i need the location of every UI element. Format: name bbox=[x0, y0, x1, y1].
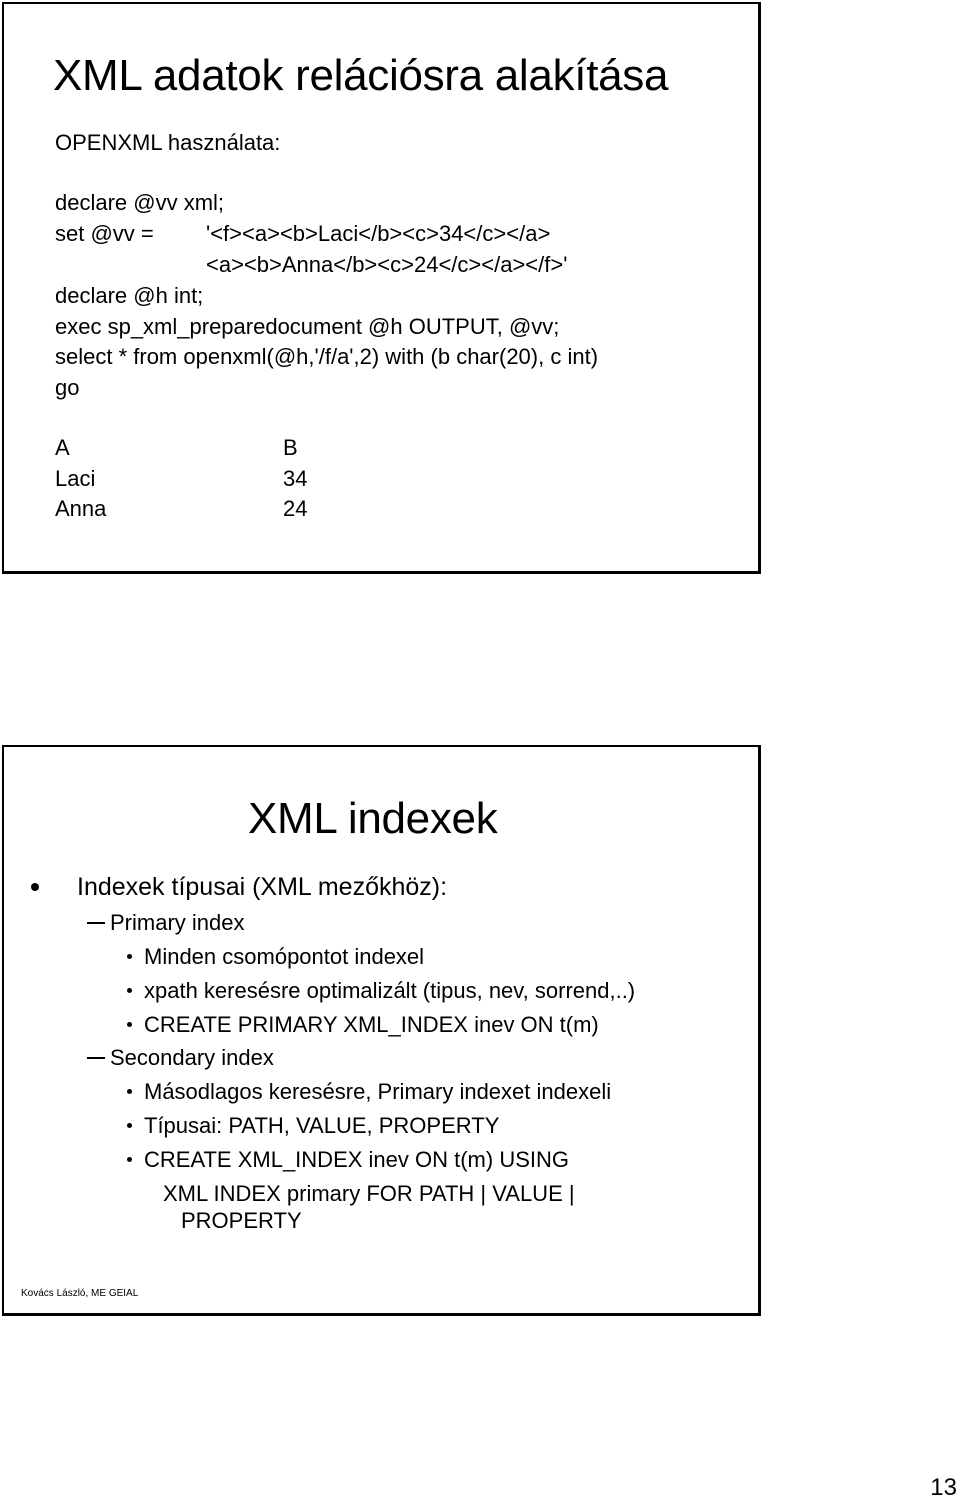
slide-2 bbox=[2, 745, 761, 1316]
result-row-2-b: 24 bbox=[283, 496, 308, 521]
secondary-item-1: Másodlagos keresésre, Primary indexet indexeli bbox=[144, 1079, 612, 1104]
primary-item-2: xpath keresésre optimalizált (tipus, nev, sorrend,..) bbox=[144, 978, 636, 1003]
result-row-1-a: Laci bbox=[55, 466, 96, 491]
page-number: 13 bbox=[930, 1474, 957, 1501]
code-line-4: declare @h int; bbox=[55, 283, 204, 308]
secondary-index-label: Secondary index bbox=[110, 1045, 274, 1070]
dash-primary bbox=[87, 922, 105, 924]
result-header-b: B bbox=[283, 435, 298, 460]
code-line-6: select * from openxml(@h,'/f/a',2) with (b char(20), c int) bbox=[55, 344, 599, 369]
sub-bullet-dot bbox=[127, 988, 132, 993]
sub-bullet-dot bbox=[127, 1089, 132, 1094]
sub-bullet-dot bbox=[127, 954, 132, 959]
code-line-7: go bbox=[55, 375, 80, 400]
code-line-5: exec sp_xml_preparedocument @h OUTPUT, @vv; bbox=[55, 314, 560, 339]
primary-item-1: Minden csomópontot indexel bbox=[144, 944, 425, 969]
code-line-2-value: '<f><a><b>Laci</b><c>34</c></a> bbox=[206, 221, 551, 246]
slide-2-title: XML indexek bbox=[248, 794, 498, 843]
bullet-index-types: Indexek típusai (XML mezőkhöz): bbox=[77, 873, 448, 901]
sub-bullet-dot bbox=[127, 1123, 132, 1128]
secondary-item-3-continuation-2: PROPERTY bbox=[181, 1208, 302, 1233]
result-header-a: A bbox=[55, 435, 70, 460]
dash-secondary bbox=[87, 1057, 105, 1059]
result-row-2-a: Anna bbox=[55, 496, 107, 521]
code-line-1: declare @vv xml; bbox=[55, 190, 225, 215]
slide-footer: Kovács László, ME GEIAL bbox=[21, 1288, 139, 1299]
secondary-item-2: Típusai: PATH, VALUE, PROPERTY bbox=[144, 1113, 500, 1138]
result-row-1-b: 34 bbox=[283, 466, 308, 491]
code-line-2-prefix: set @vv = bbox=[55, 221, 154, 246]
secondary-item-3-continuation-1: XML INDEX primary FOR PATH | VALUE | bbox=[163, 1181, 575, 1206]
sub-bullet-dot bbox=[127, 1157, 132, 1162]
sub-bullet-dot bbox=[127, 1022, 132, 1027]
bullet-dot bbox=[31, 883, 39, 891]
slide-1 bbox=[2, 2, 761, 574]
primary-item-3: CREATE PRIMARY XML_INDEX inev ON t(m) bbox=[144, 1012, 599, 1037]
slide-1-subtitle: OPENXML használata: bbox=[55, 130, 281, 155]
slide-1-title: XML adatok relációsra alakítása bbox=[53, 51, 669, 100]
secondary-item-3: CREATE XML_INDEX inev ON t(m) USING bbox=[144, 1147, 569, 1172]
code-line-3-value: <a><b>Anna</b><c>24</c></a></f>' bbox=[206, 252, 568, 277]
primary-index-label: Primary index bbox=[110, 910, 245, 935]
